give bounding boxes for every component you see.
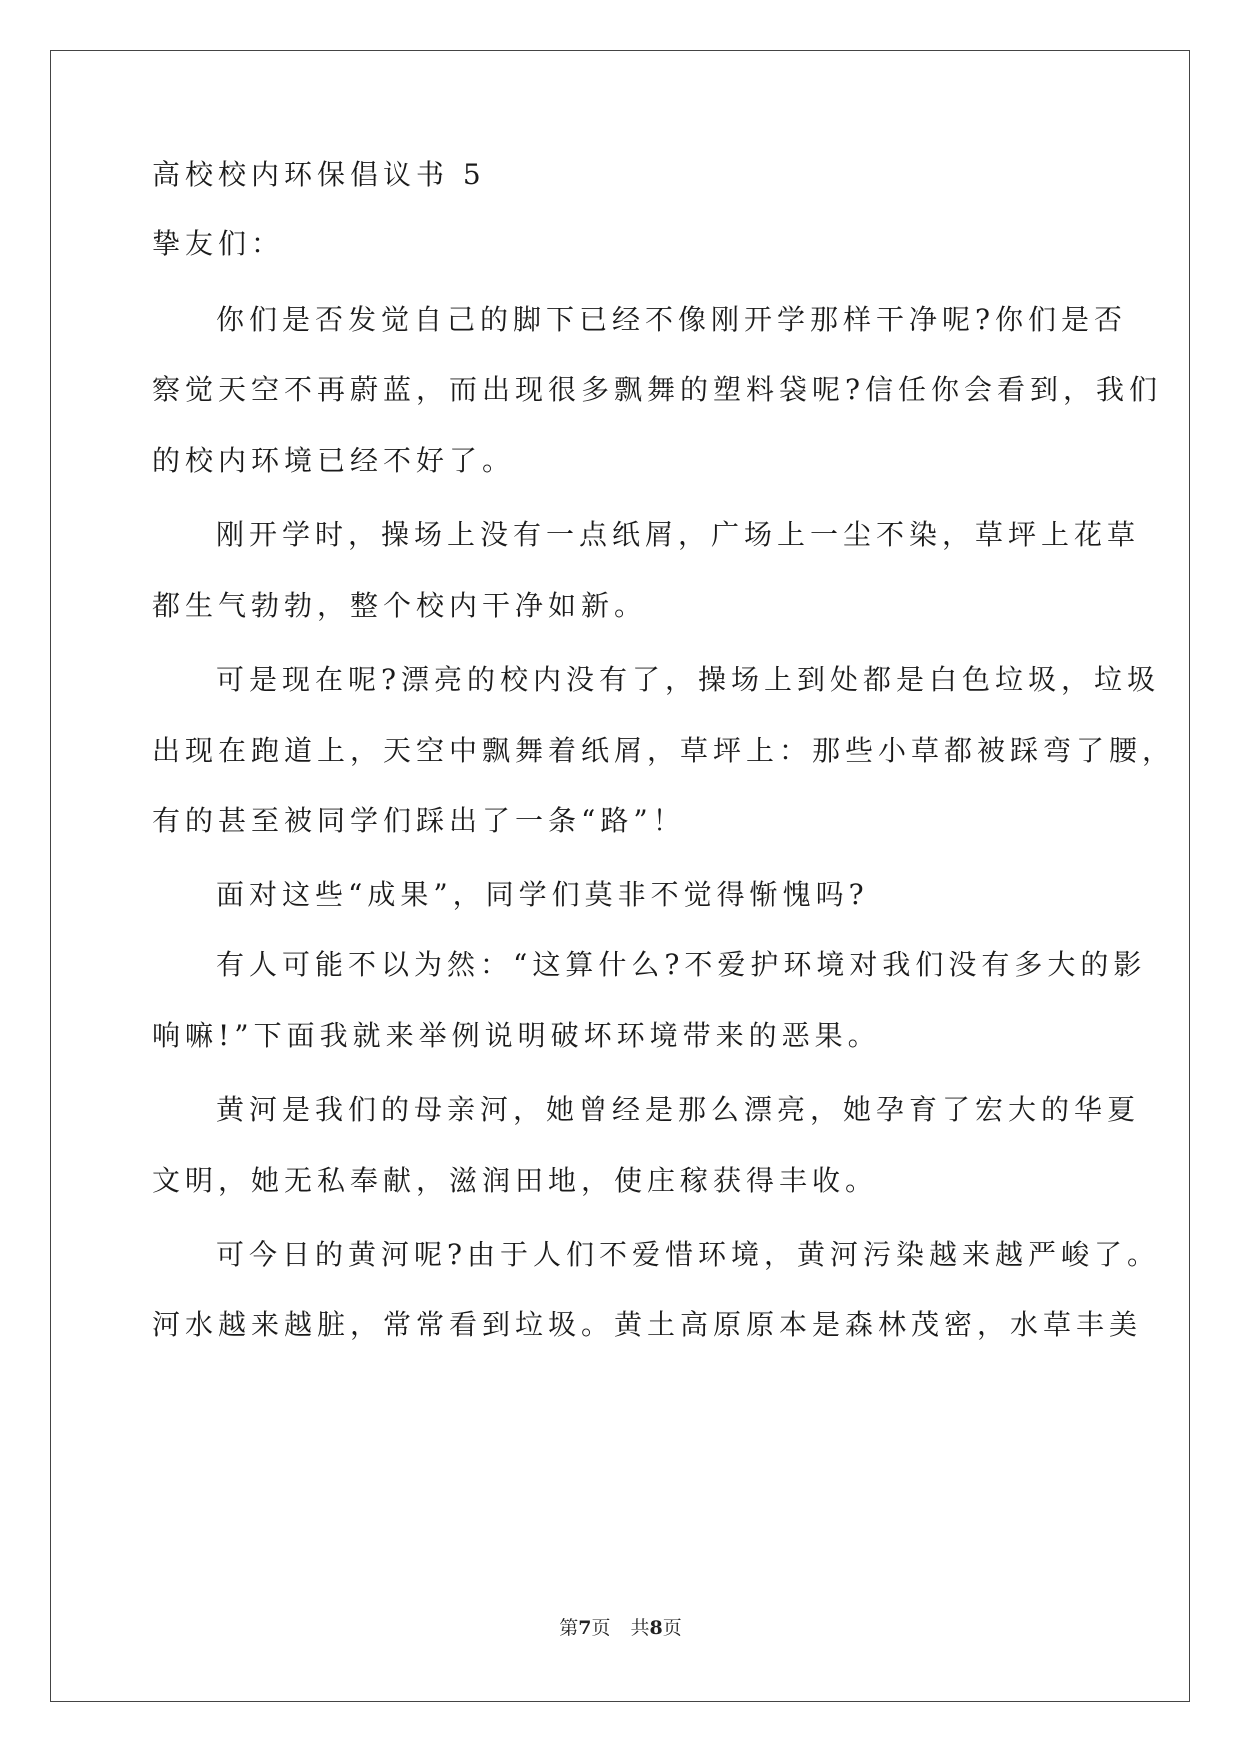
paragraph-line: 可是现在呢?漂亮的校内没有了，操场上到处都是白色垃圾，垃圾 — [216, 663, 1161, 696]
total-suffix: 页 — [662, 1617, 682, 1639]
total-prefix: 共 — [630, 1617, 650, 1639]
document-title: 高校校内环保倡议书 5 — [152, 158, 486, 191]
paragraph-line: 有人可能不以为然：“这算什么?不爱护环境对我们没有多大的影 — [216, 948, 1147, 981]
paragraph-line: 有的甚至被同学们踩出了一条“路”！ — [152, 804, 686, 837]
paragraph-line: 你们是否发觉自己的脚下已经不像刚开学那样干净呢?你们是否 — [216, 303, 1128, 336]
paragraph-line: 刚开学时，操场上没有一点纸屑，广场上一尘不染，草坪上花草 — [216, 518, 1141, 551]
paragraph-line: 察觉天空不再蔚蓝，而出现很多飘舞的塑料袋呢?信任你会看到，我们 — [152, 373, 1163, 406]
paragraph-line: 响嘛!”下面我就来举例说明破坏环境带来的恶果。 — [152, 1019, 881, 1052]
page-suffix: 页 — [591, 1617, 611, 1639]
paragraph-line: 河水越来越脏，常常看到垃圾。黄土高原原本是森林茂密，水草丰美 — [152, 1308, 1143, 1341]
paragraph-line: 文明，她无私奉献，滋润田地，使庄稼获得丰收。 — [152, 1164, 879, 1197]
paragraph-line: 的校内环境已经不好了。 — [152, 444, 516, 477]
current-page-number: 7 — [578, 1617, 592, 1639]
page-border — [50, 50, 1190, 1702]
salutation: 挚友们： — [152, 227, 285, 260]
paragraph-line: 黄河是我们的母亲河，她曾经是那么漂亮，她孕育了宏大的华夏 — [216, 1093, 1141, 1126]
paragraph-line: 面对这些“成果”，同学们莫非不觉得惭愧吗? — [216, 878, 869, 911]
page-footer — [0, 1613, 1241, 1640]
paragraph-line: 都生气勃勃，整个校内干净如新。 — [152, 589, 648, 622]
paragraph-line: 出现在跑道上，天空中飘舞着纸屑，草坪上：那些小草都被踩弯了腰， — [152, 734, 1176, 767]
total-page-number: 8 — [649, 1617, 663, 1639]
paragraph-line: 可今日的黄河呢?由于人们不爱惜环境，黄河污染越来越严峻了。 — [216, 1238, 1161, 1271]
page-prefix: 第 — [559, 1617, 579, 1639]
